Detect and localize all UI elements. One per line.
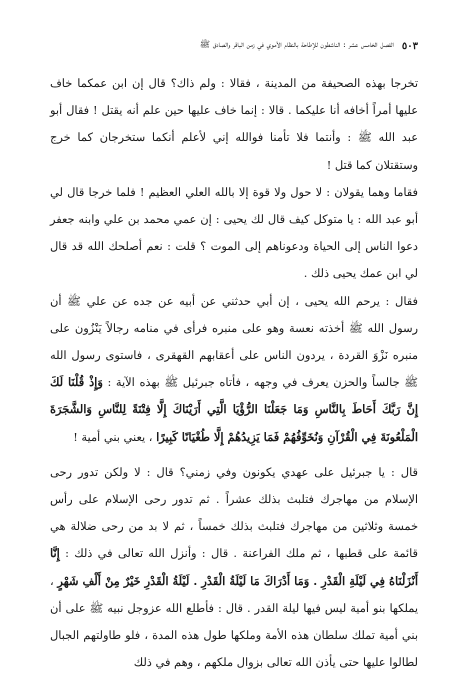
paragraph xyxy=(50,179,418,288)
page-number: ٥٠٣ xyxy=(401,40,418,52)
page-header xyxy=(50,39,418,53)
running-title: الفصل الخامس عشر : الناشطون للإطاحة بالنظام الأموي في زمن الباقر والصادق ﷺ xyxy=(199,40,394,50)
quran-verse: وَإِذْ قُلْنَا لَكَ إِنَّ رَبَّكَ أَحَاطَ بِالنَّاسِ وَمَا جَعَلْنَا الرُّؤْيَا الَّتِي أَرَيْنَاكَ إِلَّا فِتْنَةً لِلنَّاسِ وَالشَّجَرَةَ الْمَلْعُونَةَ فِي الْقُرْآنِ وَنُخَوِّفُهُمْ فَمَا يَزِيدُهُمْ إِلَّا طُغْيَانًا كَبِيرًا xyxy=(50,375,418,444)
paragraph-text: ، يعني بني أمية ! xyxy=(73,429,157,444)
paragraph xyxy=(50,288,418,451)
quran-verse: إِنَّا أَنْزَلْنَاهُ فِي لَيْلَةِ الْقَدْرِ . وَمَا أَدْرَاكَ مَا لَيْلَةُ الْقَدْرِ . لَيْلَةُ الْقَدْرِ خَيْرٌ مِنْ أَلْفِ شَهْرٍ xyxy=(50,546,418,588)
paragraph-text: ، يملكها بنو أمية ليس فيها ليلة القدر . قال : فأطلع الله عزوجل نبيه ﷺ على أن بني أمية تملك سلطان هذه الأمة وملكها طول هذه المدة ، فلو طاولتهم الجبال لطالوا عليها حتى يأذن الله تعالى بزوال ملكهم ، وهم في ذلك xyxy=(50,573,418,670)
paragraph-text: قال : يا جبرئيل على عهدي يكونون وفي زمني؟ قال : لا ولكن تدور رحى الإسلام من مهاجرك فتلبث بذلك عشراً . ثم تدور رحى الإسلام على رأس خمسة وثلاثين من مهاجرك فتلبث بذلك خمساً ، ثم لا بد من رحى ضلالة هي قائمة على قطبها ، ثم ملك الفراعنة . قال : وأنزل الله تعالى في ذلك : xyxy=(50,464,418,561)
paragraph xyxy=(50,70,418,179)
paragraph-text: فقاما وهما يقولان : لا حول ولا قوة إلا بالله العلي العظيم ! فلما خرجا قال لي أبو عبد الله : يا متوكل كيف قال لك يحيى : إن عمي محمد بن علي وابنه جعفر دعوا الناس إلى الحياة ودعوناهم إلى الموت ؟ قلت : نعم أصلحك الله قد قال لي ابن عمك يحيى ذلك . xyxy=(50,184,418,281)
paragraph xyxy=(50,459,418,676)
paragraph-text: فقال : يرحم الله يحيى ، إن أبي حدثني عن أبيه عن جده عن علي ﷺ أن رسول الله ﷺ أخذته نعسة وهو على منبره فرأى في منامه رجالاً يَنْزُون على منبره نَزْوَ القردة ، يردون الناس على أعقابهم القهقرى ، فاستوى رسول الله ﷺ جالساً والحزن يعرف في وجهه ، فأتاه جبرئيل ﷺ بهذه الآية : xyxy=(50,293,418,390)
paragraph-text: تخرجا بهذه الصحيفة من المدينة ، فقالا : ولم ذاك؟ قال إن ابن عمكما خاف عليها أمراً أخافه أنا عليكما . قالا : إنما خاف عليها حين علم أنه يقتل ! فقال أبو عبد الله ﷺ : وأنتما فلا تأمنا فوالله إني لأعلم أنكما ستخرجان كما خرج وستقتلان كما قتل ! xyxy=(50,76,418,172)
page-body xyxy=(50,70,418,670)
